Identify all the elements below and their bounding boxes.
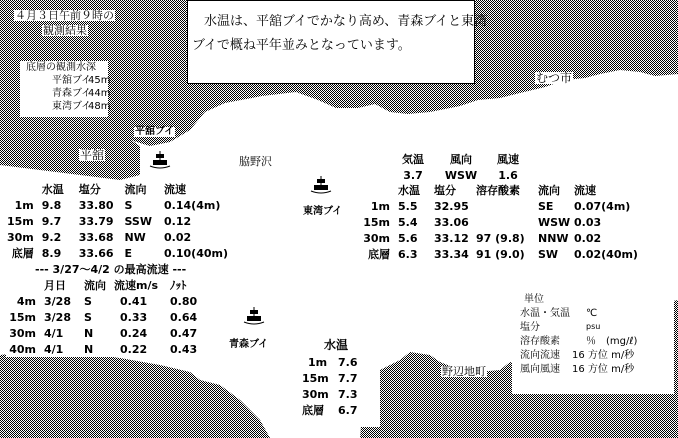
- higashiwan-observation-table: [358, 182, 658, 262]
- speed-cell: 0.02: [574, 231, 602, 245]
- table-row: [358, 246, 658, 262]
- higashiwan-th-salinity: 塩分: [434, 184, 456, 197]
- depth-cell: 15m: [302, 372, 329, 385]
- hiradate-th-direction: 流向: [124, 183, 147, 196]
- depth-row-hiradate-depth: 45m: [88, 75, 111, 86]
- weather-th-wind-speed: 風速: [497, 153, 519, 166]
- temp-cell: 5.4: [398, 215, 418, 229]
- speed-cell: 0.14(4m): [164, 198, 221, 212]
- do-cell: [476, 214, 538, 230]
- hiradate-table-header: [6, 181, 228, 197]
- direction-cell: N: [84, 326, 94, 340]
- wind-dir-value: WSW: [444, 168, 478, 182]
- depth-legend-title: 底層の観測水深: [26, 62, 96, 73]
- depth-cell: 30m: [302, 388, 329, 401]
- depth-cell: 40m: [9, 342, 36, 356]
- salinity-cell: 33.12: [434, 231, 469, 245]
- max-th-direction: 流向: [84, 279, 106, 292]
- table-row: [6, 309, 206, 325]
- direction-cell: SW: [538, 247, 559, 261]
- hiradate-th-salinity: 塩分: [78, 183, 101, 196]
- speed-cell: 0.22: [120, 342, 148, 356]
- summary-box: [187, 0, 488, 84]
- knot-cell: 0.64: [170, 310, 198, 324]
- temp-cell: 6.3: [398, 247, 418, 261]
- air-temp-value: 3.7: [403, 168, 423, 182]
- date-cell: 4/1: [44, 326, 64, 340]
- direction-cell: N: [84, 342, 94, 356]
- units-legend: [514, 293, 672, 389]
- table-row: [6, 293, 206, 309]
- aomori-th-temp: 水温: [324, 338, 349, 352]
- unit-value-temp: ℃: [586, 308, 598, 319]
- weather-header: [390, 151, 530, 167]
- units-title: 単位: [524, 294, 544, 305]
- salinity-cell: 33.80: [78, 198, 114, 212]
- salinity-cell: 33.66: [78, 246, 114, 260]
- direction-cell: SE: [538, 199, 554, 213]
- do-cell: 97 (9.8): [476, 231, 525, 245]
- max-th-date: 月日: [44, 279, 66, 292]
- do-cell: 91 (9.0): [476, 247, 525, 261]
- temp-cell: 7.6: [338, 356, 358, 369]
- depth-cell: 30m: [363, 231, 390, 245]
- aomori-buoy-label: 青森ブイ: [229, 339, 269, 350]
- depth-cell: 4m: [16, 294, 36, 308]
- temp-cell: 9.2: [41, 230, 62, 244]
- weather-th-wind-dir: 風向: [450, 153, 472, 166]
- depth-row-hiradate-name: 平舘ブイ: [52, 75, 92, 86]
- depth-cell: 1m: [14, 198, 34, 212]
- temp-cell: 9.8: [41, 198, 62, 212]
- hiradate-buoy-icon: [148, 150, 172, 172]
- speed-cell: 0.07(4m): [574, 199, 631, 213]
- depth-cell: 1m: [370, 199, 390, 213]
- higashiwan-buoy-label: 東湾ブイ: [303, 206, 343, 217]
- temp-cell: 9.7: [41, 214, 62, 228]
- speed-cell: 0.03: [574, 215, 602, 229]
- unit-label-current: 流向流速: [520, 350, 560, 361]
- max-current-header: [6, 277, 206, 293]
- temp-cell: 5.5: [398, 199, 418, 213]
- depth-cell: 15m: [363, 215, 390, 229]
- depth-cell: 30m: [7, 230, 34, 244]
- max-th-depth: [6, 277, 44, 293]
- date-cell: 3/28: [44, 294, 71, 308]
- knot-cell: 0.47: [170, 326, 198, 340]
- knot-cell: 0.43: [170, 342, 198, 356]
- speed-cell: 0.02(40m): [574, 247, 638, 261]
- hiradate-th-temp: 水温: [41, 183, 64, 196]
- speed-cell: 0.12: [164, 214, 192, 228]
- direction-cell: S: [84, 294, 92, 308]
- unit-label-temp: 水温・気温: [520, 308, 570, 319]
- depth-row-aomori-name: 青森ブイ: [52, 88, 92, 99]
- higashiwan-buoy-icon: [309, 175, 333, 197]
- higashiwan-table-header: [358, 182, 658, 198]
- unit-value-salinity: psu: [586, 322, 601, 331]
- depth-cell: 底層: [11, 247, 34, 260]
- depth-cell: 1m: [308, 356, 328, 369]
- higashiwan-th-temp: 水温: [398, 184, 420, 197]
- direction-cell: WSW: [538, 215, 571, 229]
- direction-cell: S: [124, 198, 133, 212]
- temp-cell: 8.9: [41, 246, 62, 260]
- salinity-cell: 33.06: [434, 215, 469, 229]
- weather-th-air-temp: 気温: [402, 153, 424, 166]
- unit-value-wind: 16 方位 m/秒: [572, 364, 635, 375]
- place-wakinosawa: 脇野沢: [239, 155, 272, 168]
- salinity-cell: 33.34: [434, 247, 469, 261]
- speed-cell: 0.24: [120, 326, 148, 340]
- depth-row-higashiwan-name: 東湾ブイ: [52, 101, 92, 112]
- temp-cell: 6.7: [338, 404, 358, 417]
- speed-cell: 0.41: [120, 294, 148, 308]
- salinity-cell: 32.95: [434, 199, 469, 213]
- observation-datetime: ４月３日午前９時の: [15, 9, 114, 22]
- higashiwan-th-direction: 流向: [538, 184, 560, 197]
- table-row: [390, 167, 530, 183]
- table-row: [358, 198, 658, 214]
- direction-cell: S: [84, 310, 92, 324]
- max-th-knot: ﾉｯﾄ: [170, 279, 187, 292]
- depth-cell: 15m: [9, 310, 36, 324]
- unit-label-wind: 風向風速: [520, 364, 560, 375]
- unit-value-current: 16 方位 m/秒: [572, 350, 635, 361]
- hiradate-th-depth: [6, 181, 42, 197]
- max-current-title: --- 3/27～4/2 の最高流速 ---: [35, 263, 187, 276]
- table-row: [6, 341, 206, 357]
- table-row: [6, 245, 228, 261]
- higashiwan-th-depth: [358, 182, 398, 198]
- direction-cell: SSW: [124, 214, 152, 228]
- max-th-speed: 流速m/s: [114, 279, 159, 292]
- higashiwan-th-speed: 流速: [574, 184, 596, 197]
- depth-cell: 15m: [7, 214, 34, 228]
- place-nohejimachi: 野辺地町: [442, 365, 486, 378]
- wind-speed-value: 1.6: [498, 168, 518, 182]
- depth-legend: [20, 61, 111, 117]
- table-row: [6, 213, 228, 229]
- depth-cell: 30m: [9, 326, 36, 340]
- place-mutsu: むつ市: [536, 71, 573, 85]
- knot-cell: 0.80: [170, 294, 198, 308]
- depth-cell: 底層: [368, 248, 390, 261]
- depth-cell: 底層: [302, 404, 324, 417]
- speed-cell: 0.02: [164, 230, 192, 244]
- depth-row-higashiwan-depth: 48m: [88, 101, 111, 112]
- unit-label-salinity: 塩分: [520, 322, 540, 333]
- depth-row-aomori-depth: 44m: [88, 88, 111, 99]
- salinity-cell: 33.68: [78, 230, 114, 244]
- higashiwan-weather-table: [390, 151, 530, 183]
- unit-label-do: 溶存酸素: [520, 336, 560, 347]
- hiradate-th-speed: 流速: [164, 183, 187, 196]
- summary-line-2: ブイで概ね平年並みとなっています。: [192, 38, 411, 53]
- aomori-table-box: [294, 335, 380, 427]
- hiradate-buoy-label: 平舘ブイ: [135, 126, 175, 137]
- salinity-cell: 33.79: [78, 214, 114, 228]
- place-hiradate: 平舘: [80, 148, 105, 162]
- higashiwan-th-do: 溶存酸素: [476, 184, 520, 197]
- direction-cell: E: [124, 246, 132, 260]
- speed-cell: 0.10(40m): [164, 246, 228, 260]
- aomori-buoy-icon: [242, 306, 266, 328]
- do-cell: [476, 198, 538, 214]
- table-row: [358, 214, 658, 230]
- table-row: [358, 230, 658, 246]
- direction-cell: NW: [124, 230, 146, 244]
- max-current-table: [6, 277, 206, 357]
- table-row: [6, 229, 228, 245]
- observation-results-label: 観測結果: [43, 24, 87, 37]
- direction-cell: NNW: [538, 231, 569, 245]
- hiradate-observation-table: [6, 181, 228, 261]
- temp-cell: 7.7: [338, 372, 358, 385]
- table-row: [6, 197, 228, 213]
- date-cell: 4/1: [44, 342, 64, 356]
- unit-value-do: ％ (mg/ℓ): [586, 336, 638, 347]
- temp-cell: 7.3: [338, 388, 358, 401]
- summary-line-1: 水温は、平舘ブイでかなり高め、青森ブイと東湾: [204, 14, 488, 29]
- table-row: [6, 325, 206, 341]
- speed-cell: 0.33: [120, 310, 148, 324]
- temp-cell: 5.6: [398, 231, 418, 245]
- date-cell: 3/28: [44, 310, 71, 324]
